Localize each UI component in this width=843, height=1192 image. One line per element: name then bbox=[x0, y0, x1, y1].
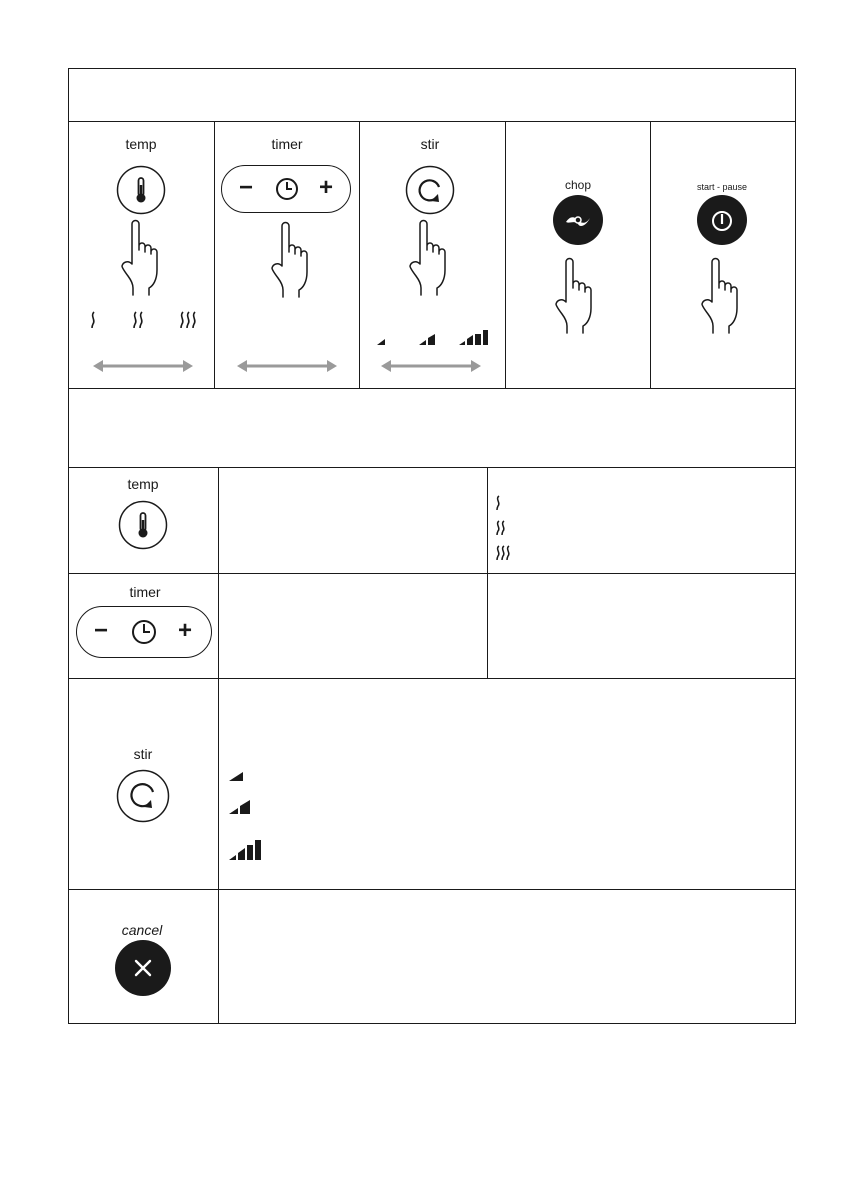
divider bbox=[650, 121, 651, 389]
hand-press-icon bbox=[269, 218, 309, 298]
timer-minus-button[interactable]: − bbox=[93, 617, 108, 644]
divider bbox=[68, 121, 796, 122]
hand-press-icon bbox=[699, 254, 739, 334]
double-arrow-icon bbox=[93, 358, 193, 374]
chop-label: chop bbox=[564, 178, 592, 192]
thermometer-icon bbox=[137, 178, 146, 203]
cancel-button[interactable] bbox=[114, 939, 172, 997]
divider bbox=[487, 467, 488, 678]
divider bbox=[359, 121, 360, 389]
medium-heat-icon bbox=[131, 310, 147, 330]
low-heat-icon bbox=[88, 310, 98, 330]
start-pause-label: start - pause bbox=[696, 182, 748, 192]
stir-speed-3-icon bbox=[459, 330, 489, 348]
high-heat-icon bbox=[494, 545, 514, 561]
divider bbox=[68, 388, 796, 389]
timer-label: timer bbox=[271, 136, 303, 152]
thermometer-icon bbox=[139, 513, 148, 538]
chop-button[interactable] bbox=[552, 194, 604, 246]
stir-button[interactable] bbox=[405, 165, 455, 215]
stir-button[interactable] bbox=[116, 769, 170, 823]
divider bbox=[505, 121, 506, 389]
divider bbox=[68, 678, 796, 679]
hand-press-icon bbox=[407, 216, 447, 296]
stir-speed-1-icon bbox=[229, 771, 245, 783]
rotate-icon bbox=[131, 784, 153, 808]
clock-icon bbox=[131, 619, 157, 645]
divider bbox=[68, 467, 796, 468]
double-arrow-icon bbox=[237, 358, 337, 374]
medium-heat-icon bbox=[494, 520, 510, 536]
timer-plus-button[interactable]: + bbox=[177, 617, 192, 644]
stir-speed-2-icon bbox=[229, 800, 253, 816]
stir-label: stir bbox=[133, 746, 153, 762]
cancel-label: cancel bbox=[121, 922, 163, 938]
hand-press-icon bbox=[553, 254, 593, 334]
temp-button[interactable] bbox=[116, 165, 166, 215]
temp-label: temp bbox=[127, 476, 159, 492]
temp-label: temp bbox=[125, 136, 157, 152]
stir-speed-2-icon bbox=[419, 333, 437, 347]
timer-minus-button[interactable]: − bbox=[238, 174, 253, 201]
clock-icon bbox=[275, 177, 299, 201]
start-pause-button[interactable] bbox=[696, 194, 748, 246]
stir-speed-1-icon bbox=[377, 337, 387, 347]
divider bbox=[68, 573, 796, 574]
rotate-icon bbox=[420, 180, 439, 202]
timer-label: timer bbox=[129, 584, 161, 600]
hand-press-icon bbox=[119, 216, 159, 296]
timer-plus-button[interactable]: + bbox=[318, 174, 333, 201]
divider bbox=[214, 121, 215, 389]
double-arrow-icon bbox=[381, 358, 481, 374]
divider bbox=[218, 467, 219, 1024]
stir-label: stir bbox=[420, 136, 440, 152]
divider bbox=[68, 889, 796, 890]
low-heat-icon bbox=[494, 495, 504, 511]
stir-speed-3-icon bbox=[229, 840, 263, 862]
high-heat-icon bbox=[178, 310, 200, 330]
temp-button[interactable] bbox=[118, 500, 168, 550]
